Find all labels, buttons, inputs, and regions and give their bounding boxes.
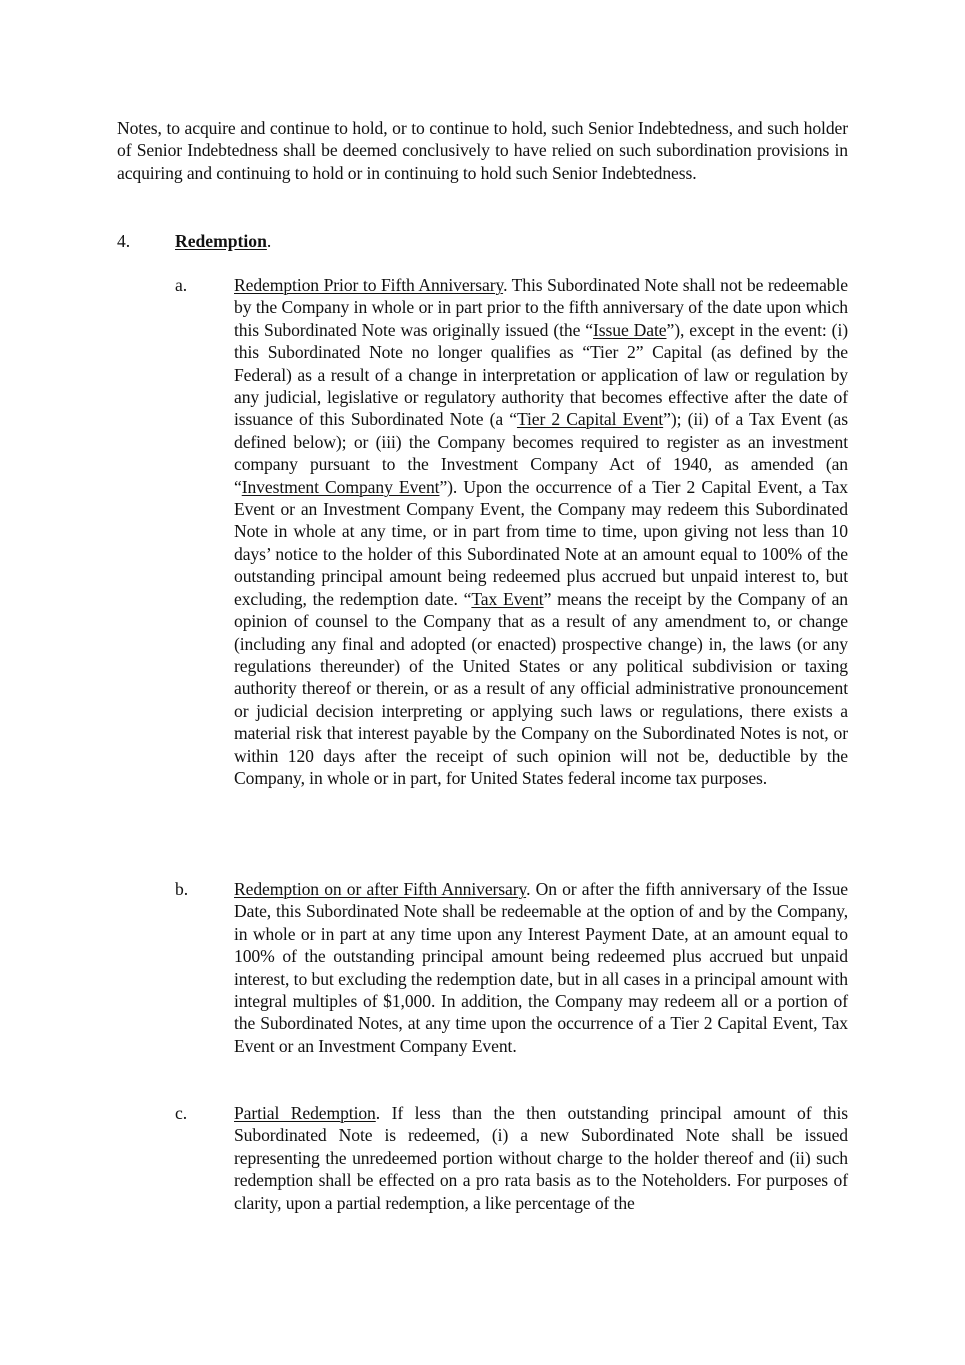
section-title-punct: . — [266, 231, 272, 251]
subsection-b-paragraph: Redemption on or after Fifth Anniversary. On or after the fifth anniversary of the Issue Date, this Subordinated Note shall be redeemable at the option of and by the Company, in whole or in part at any time upon any Interest Payment Date, at an amount equal to 100% of the outstanding principal amount being redeemed plus accrued but unpaid interest, to but excluding the redemption date, but in all cases in a principal amount with integral multiples of $1,000. In addition, the Company may redeem all or a portion of the Subordinated Notes, at any time upon the occurrence of a Tier 2 Capital Event, Tax Event or an Investment Company Event. — [234, 879, 848, 1056]
section-title: Redemption — [175, 231, 267, 251]
subsection-label-a: a. — [175, 275, 188, 295]
intro-paragraph: Notes, to acquire and continue to hold, or to continue to hold, such Senior Indebtedness, and such holder of Senior Indebtedness shall be deemed conclusively to have relied on such subordination provisions in acquiring and continuing to hold or in continuing to hold such Senior Indebtedness. — [117, 118, 848, 183]
subsection-a-paragraph: Redemption Prior to Fifth Anniversary. This Subordinated Note shall not be redeemable by the Company in whole or in part prior to the fifth anniversary of the date upon which this Subordinated Note was originally issued (the “Issue Date”), except in the event: (i) this Subordinated Note no longer qualifies as “Tier 2” Capital (as defined by the Federal) as a result of a change in interpretation or application of law or regulation by any judicial, legislative or regulatory authority that becomes effective after the date of issuance of this Subordinated Note (a “Tier 2 Capital Event”); (ii) of a Tax Event (as defined below); or (iii) the Company becomes required to register as an investment company pursuant to the Investment Company Act of 1940, as amended (an “Investment Company Event”). Upon the occurrence of a Tier 2 Capital Event, a Tax Event or an Investment Company Event, the Company may redeem this Subordinated Note in whole at any time, or in part from time to time, upon giving not less than 10 days’ notice to the holder of this Subordinated Note at an amount equal to 100% of the outstanding principal amount being redeemed plus accrued but unpaid interest to, but excluding, the redemption date. “Tax Event” means the receipt by the Company of an opinion of counsel to the Company that as a result of any amendment to, or change (including any final and adopted (or enacted) prospective change) in, the laws (or any regulations thereunder) of the United States or any political subdivision or taxing authority thereof or therein, or as a result of any official administrative pronouncement or judicial decision interpreting or applying such laws or regulations, there exists a material risk that interest payable by the Company on the Subordinated Notes is not, or within 120 days after the receipt of such opinion will not be, deductible by the Company, in whole or in part, for United States federal income tax purposes. — [234, 275, 849, 788]
section-heading — [175, 230, 271, 252]
subsection-c-paragraph: Partial Redemption. If less than the then outstanding principal amount of this Subordinated Note is redeemed, (i) a new Subordinated Note shall be issued representing the unredeemed portion without charge to the holder thereof and (ii) such redemption shall be effected on a pro rata basis as to the Noteholders. For purposes of clarity, upon a partial redemption, a like percentage of the — [234, 1103, 848, 1213]
section-number: 4. — [117, 231, 131, 251]
subsection-label-c: c. — [175, 1103, 188, 1123]
subsection-label-b: b. — [175, 879, 189, 899]
